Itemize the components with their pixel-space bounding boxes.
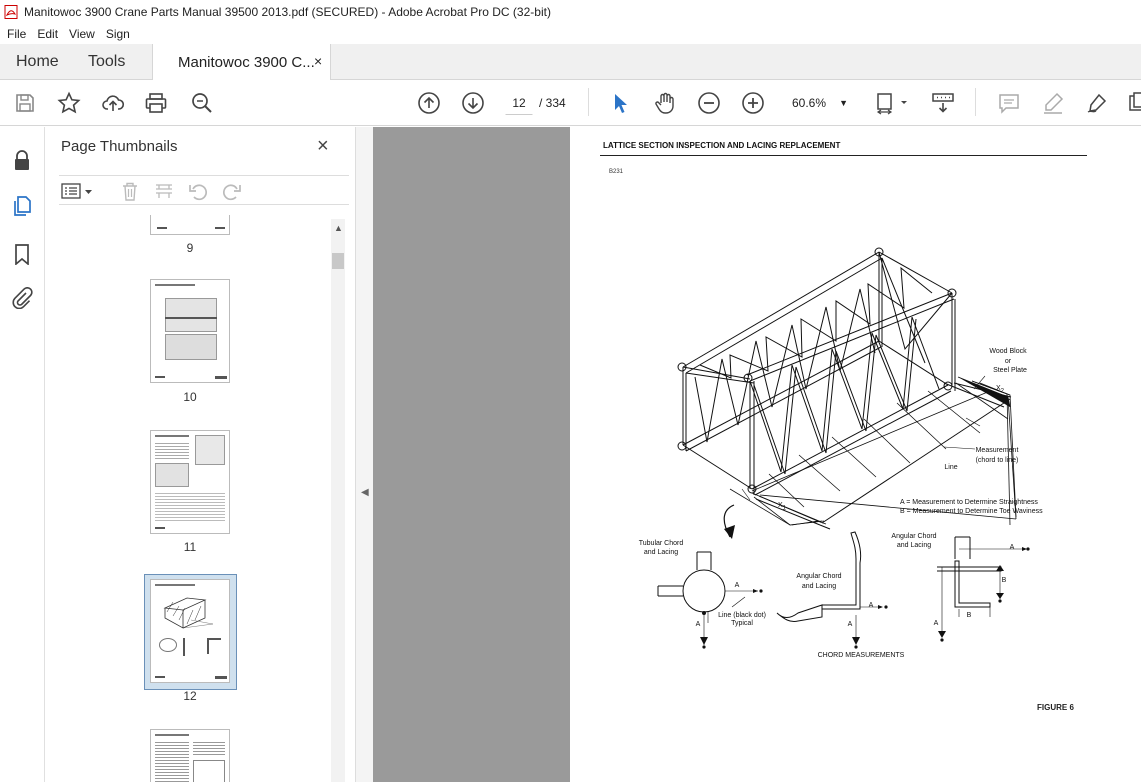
menu-view[interactable]: View: [69, 27, 95, 41]
zoom-search-icon[interactable]: [190, 91, 214, 115]
label-a-5: A: [1009, 544, 1015, 551]
label-a-4: A: [847, 621, 853, 628]
tab-home[interactable]: Home: [16, 53, 59, 70]
label-angular-chord-1: Angular Chord: [796, 573, 842, 580]
label-tubular-chord: Tubular Chord: [638, 540, 684, 547]
star-icon[interactable]: [57, 91, 81, 115]
thumbnail-scrollbar[interactable]: [331, 219, 345, 782]
thumbnail-label-10: 10: [183, 390, 197, 404]
panel-close-icon[interactable]: ×: [317, 135, 329, 157]
bookmark-icon[interactable]: [11, 243, 33, 265]
thumbnail-page-11[interactable]: [150, 430, 230, 534]
tab-document[interactable]: [152, 44, 331, 81]
label-angular-chord-2: Angular Chord: [891, 533, 937, 540]
label-x1-letter: X: [777, 502, 783, 509]
label-angular-lacing-1: and Lacing: [801, 583, 837, 590]
figure-code: B231: [609, 169, 624, 175]
page-thumbnails-icon[interactable]: [11, 195, 33, 217]
tab-close-icon[interactable]: ×: [314, 53, 323, 69]
label-typical: Typical: [731, 620, 753, 627]
lattice-section-drawing: [570, 127, 1141, 782]
thumbnail-list: [45, 213, 355, 782]
zoom-level-value: 60.6%: [792, 96, 827, 110]
label-or: or: [1004, 358, 1012, 365]
thumbnail-label-12: 12: [183, 689, 197, 703]
print-icon[interactable]: [144, 91, 168, 115]
label-line: Line: [944, 464, 958, 471]
legend-b: B = Measurement to Determine Toe Waviness: [900, 508, 1043, 515]
acrobat-icon: [4, 5, 18, 19]
page-total: / 334: [539, 96, 566, 110]
page-header: LATTICE SECTION INSPECTION AND LACING REPLACEMENT: [603, 141, 841, 150]
rotate-right-icon[interactable]: [221, 181, 243, 201]
label-angular-lacing-2: and Lacing: [896, 542, 932, 549]
label-chord-to-line: (chord to line): [975, 457, 1019, 464]
thumbnail-toolbar: [59, 175, 349, 205]
label-x1: [775, 502, 789, 511]
page-fit-icon[interactable]: [875, 91, 911, 115]
label-x2: [995, 385, 1005, 394]
label-a-3: A: [868, 602, 874, 609]
select-cursor-icon[interactable]: [609, 91, 633, 115]
next-page-icon[interactable]: [461, 91, 485, 115]
highlight-pen-icon[interactable]: [1041, 91, 1065, 115]
label-x2-sub: 2: [1000, 388, 1004, 395]
thumbnail-page-12[interactable]: [150, 579, 230, 683]
scroll-up-icon[interactable]: ▲: [334, 223, 343, 233]
scroll-mode-icon[interactable]: [931, 91, 955, 115]
window-title: Manitowoc 3900 Crane Parts Manual 39500 2013.pdf (SECURED) - Adobe Acrobat Pro DC (32-bit): [24, 5, 551, 19]
menu-sign[interactable]: Sign: [105, 27, 130, 41]
attachment-icon[interactable]: [11, 287, 33, 309]
pdf-page: [570, 127, 1141, 782]
menu-file[interactable]: File: [7, 27, 27, 41]
figure-label: FIGURE 6: [1037, 703, 1074, 712]
tab-tools[interactable]: Tools: [88, 53, 126, 70]
zoom-in-icon[interactable]: [741, 91, 765, 115]
thumbnail-page-9[interactable]: [150, 215, 230, 235]
label-line-black-dot: Line (black dot): [718, 612, 766, 619]
lock-icon[interactable]: [11, 149, 33, 171]
previous-page-icon[interactable]: [417, 91, 441, 115]
upload-cloud-icon[interactable]: [101, 91, 125, 115]
delete-icon[interactable]: [119, 181, 141, 201]
zoom-out-icon[interactable]: [697, 91, 721, 115]
thumbnail-label-11: 11: [183, 540, 197, 554]
thumbnail-label-9: 9: [186, 241, 194, 255]
toolbar: [0, 80, 1141, 126]
options-menu-icon[interactable]: [61, 181, 95, 201]
label-a-2: A: [695, 621, 701, 628]
page-number-input[interactable]: 12: [505, 91, 533, 115]
chevron-down-icon: ▼: [839, 98, 848, 108]
toolbar-divider-2: [975, 88, 976, 116]
label-b-2: B: [966, 612, 972, 619]
page-thumbnails-panel: [45, 127, 355, 782]
thumbnail-page-10[interactable]: [150, 279, 230, 383]
legend-a: A = Measurement to Determine Straightness: [900, 499, 1038, 506]
label-a-1: A: [734, 582, 740, 589]
sign-pen-icon[interactable]: [1085, 91, 1109, 115]
thumbnail-page-13[interactable]: [150, 729, 230, 782]
label-a-6: A: [933, 620, 939, 627]
hand-tool-icon[interactable]: [653, 91, 677, 115]
label-x2-letter: X: [995, 385, 1001, 392]
label-b-1: B: [1001, 577, 1007, 584]
scrollbar-thumb[interactable]: [332, 253, 344, 269]
left-rail: [0, 127, 45, 782]
panel-splitter[interactable]: [355, 127, 373, 782]
collapse-panel-icon[interactable]: ◀: [361, 487, 369, 498]
menu-edit[interactable]: Edit: [37, 27, 59, 41]
zoom-level-select[interactable]: [784, 91, 854, 115]
label-x1-sub: 1: [782, 505, 786, 512]
rotate-left-icon[interactable]: [187, 181, 209, 201]
document-view[interactable]: [373, 127, 1141, 782]
label-wood-block: Wood Block: [989, 348, 1027, 355]
more-tools-icon[interactable]: [1127, 91, 1141, 115]
tab-bar: [0, 44, 1141, 80]
menu-bar: [0, 24, 1141, 44]
label-chord-measurements: CHORD MEASUREMENTS: [817, 652, 905, 659]
panel-title: Page Thumbnails: [61, 138, 178, 155]
tab-document-label: Manitowoc 3900 C...: [178, 54, 315, 71]
label-measurement: Measurement: [975, 447, 1019, 454]
title-bar: [0, 0, 1141, 24]
toolbar-divider: [588, 88, 589, 116]
extract-pages-icon[interactable]: [153, 181, 175, 201]
label-steel-plate: Steel Plate: [993, 367, 1027, 374]
label-tubular-lacing: and Lacing: [643, 549, 679, 556]
save-icon[interactable]: [13, 91, 37, 115]
comment-icon[interactable]: [997, 91, 1021, 115]
